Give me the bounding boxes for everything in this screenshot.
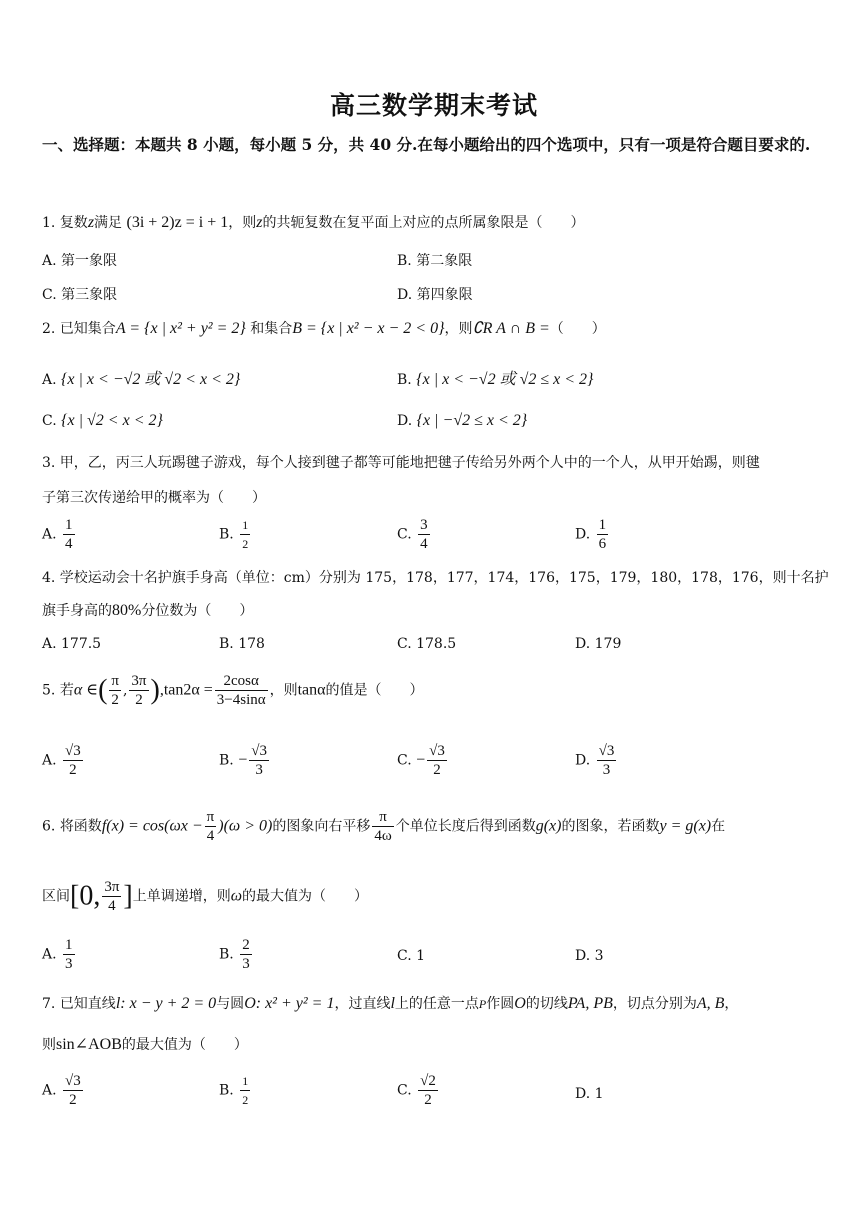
question-3-line-2: 子第三次传递给甲的概率为（ ） xyxy=(42,490,266,506)
question-2: 2. 已知集合A = {x | x² + y² = 2} 和集合B = {x | x² − x − 2 < 0}，则∁R A ∩ B =（ ） xyxy=(42,320,606,337)
question-7-line-1: 7. 已知直线l: x − y + 2 = 0与圆O: x² + y² = 1，过直线l上的任意一点P作圆O的切线PA, PB，切点分别为A, B， xyxy=(42,995,739,1012)
section-heading: 一、选择题：本题共 8 小题，每小题 5 分，共 40 分.在每小题给出的四个选项中，只有一项是符合题目要求的. xyxy=(42,135,811,154)
q6-option-b[interactable]: B. $\frac{2}{3}$ xyxy=(219,937,250,972)
question-5: 5. 若α ∈( $\frac{\pi}{2}$ , $\frac{3\pi}{2}$ ),tan2α = $\frac{2\cos\alpha}{3-4\sin\alpha}$ ，则tanα的值是（ ） xyxy=(42,673,424,708)
q7-option-c[interactable]: C. $\frac{√2}{2}$ xyxy=(397,1073,436,1108)
q1-option-d[interactable]: D. 第四象限 xyxy=(397,287,473,303)
q1-equation: (3i + 2)z = i + 1 xyxy=(126,214,229,231)
q2-set-a: A = {x | x² + y² = 2} xyxy=(115,320,246,337)
q6-option-d[interactable]: D. 3 xyxy=(575,948,604,964)
question-3-line-1: 3. 甲，乙，丙三人玩踢毽子游戏，每个人接到毽子都等可能地把毽子传给另外两个人中的一个人，从甲开始踢，则毽 xyxy=(42,455,760,471)
question-7-line-2: 则sin∠AOB的最大值为（ ） xyxy=(42,1036,248,1053)
question-6-line-1: 6. 将函数f(x) = cos(ωx − $\frac{\pi}{4}$ )(ω > 0)的图象向右平移 $\frac{\pi}{4\omega}$ 个单位长度后得到函数g(x)的图象，若函数y = g(x)在 xyxy=(42,809,726,844)
q5-option-d[interactable]: D. $\frac{√3}{3}$ xyxy=(575,743,615,778)
q3-option-b[interactable]: B. $\frac{1}{2}$ xyxy=(219,518,249,551)
page-title: 高三数学期末考试 xyxy=(329,91,538,120)
question-1: 1. 复数z满足 (3i + 2)z = i + 1，则z的共轭复数在复平面上对应的点所属象限是（ ） xyxy=(42,214,585,231)
q7-option-b[interactable]: B. $\frac{1}{2}$ xyxy=(219,1074,249,1107)
q5-option-a[interactable]: A. $\frac{√3}{2}$ xyxy=(42,743,81,778)
q4-option-b[interactable]: B. 178 xyxy=(219,636,265,652)
q3-option-c[interactable]: C. $\frac{3}{4}$ xyxy=(397,517,428,552)
q1-option-c[interactable]: C. 第三象限 xyxy=(42,287,118,303)
q1-option-a[interactable]: A. 第一象限 xyxy=(42,253,118,269)
q7-option-a[interactable]: A. $\frac{√3}{2}$ xyxy=(42,1073,81,1108)
q4-option-d[interactable]: D. 179 xyxy=(575,636,622,652)
q2-expression: ∁R A ∩ B = xyxy=(472,320,550,337)
q2-option-d[interactable]: D. {x | −√2 ≤ x < 2} xyxy=(397,412,528,429)
q2-option-c[interactable]: C. {x | √2 < x < 2} xyxy=(42,412,163,429)
question-4-line-2: 旗手身高的80%分位数为（ ） xyxy=(42,602,254,619)
q7-option-d[interactable]: D. 1 xyxy=(575,1086,604,1102)
q2-option-b[interactable]: B. {x | x < −√2 或 √2 ≤ x < 2} xyxy=(397,371,594,388)
q4-option-c[interactable]: C. 178.5 xyxy=(397,636,457,652)
q5-option-c[interactable]: C. − $\frac{√3}{2}$ xyxy=(397,743,445,778)
q3-option-d[interactable]: D. $\frac{1}{6}$ xyxy=(575,517,607,552)
q2-set-b: B = {x | x² − x − 2 < 0} xyxy=(292,320,445,337)
q5-option-b[interactable]: B. − $\frac{√3}{3}$ xyxy=(219,743,267,778)
q1-option-b[interactable]: B. 第二象限 xyxy=(397,253,473,269)
q2-option-a[interactable]: A. {x | x < −√2 或 √2 < x < 2} xyxy=(42,371,241,388)
q4-option-a[interactable]: A. 177.5 xyxy=(42,636,102,652)
q6-option-a[interactable]: A. $\frac{1}{3}$ xyxy=(42,937,73,972)
q6-option-c[interactable]: C. 1 xyxy=(397,948,426,964)
q3-option-a[interactable]: A. $\frac{1}{4}$ xyxy=(42,517,73,552)
question-6-line-2: 区间[0, $\frac{3\pi}{4}$ ]上单调递增，则ω的最大值为（ ） xyxy=(42,879,369,914)
question-4-line-1: 4. 学校运动会十名护旗手身高（单位：cm）分别为 175，178，177，174，176，175，179，180，178，176，则十名护 xyxy=(42,570,829,586)
